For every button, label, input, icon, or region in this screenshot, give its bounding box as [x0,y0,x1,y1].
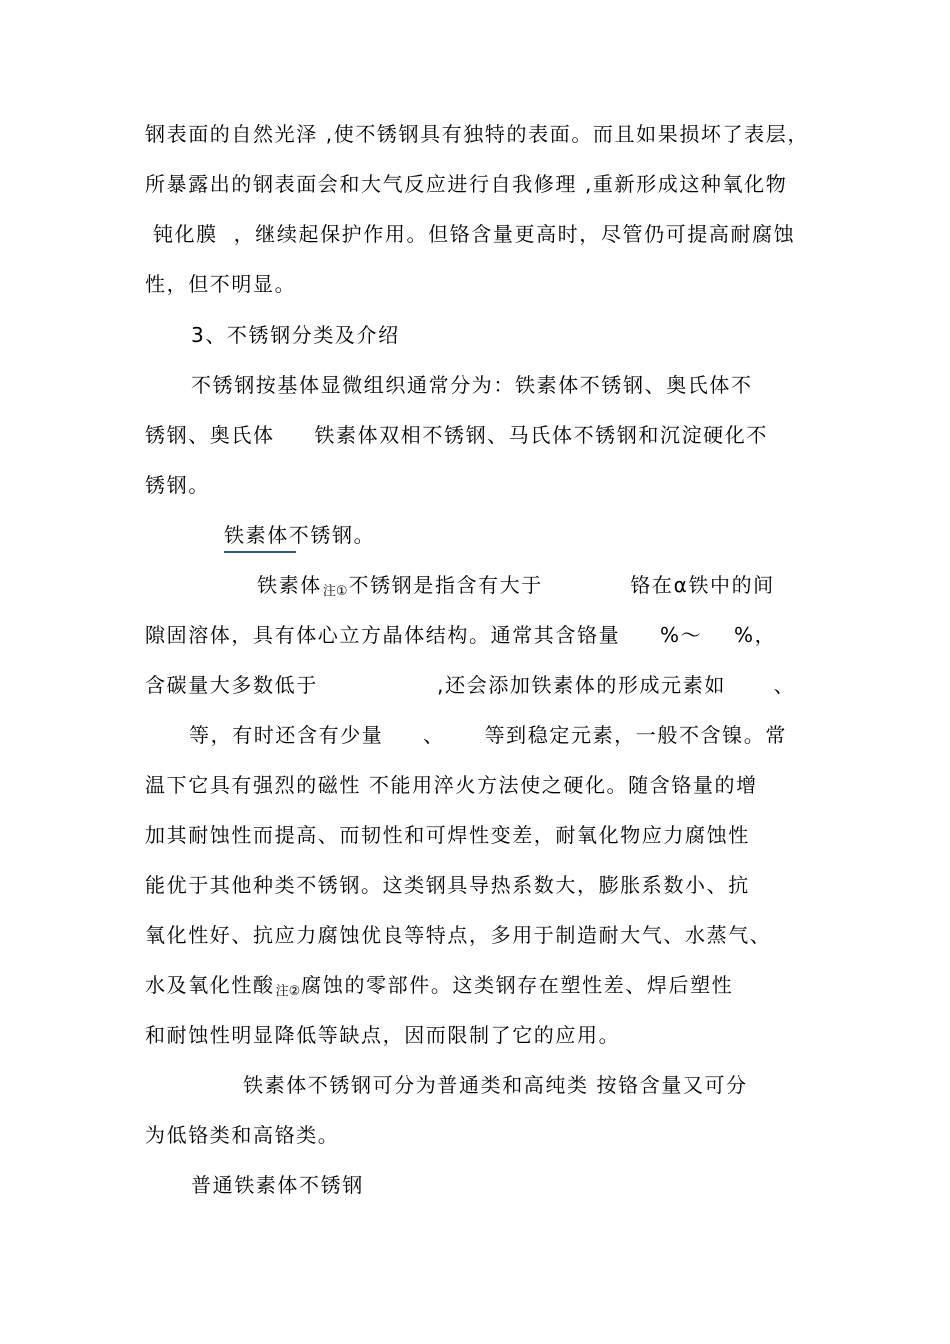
paragraph-line: 钢表面的自然光泽 ,使不锈钢具有独特的表面。而且如果损坏了表层， [145,122,809,146]
term-text: 铁素体 [257,573,322,597]
paragraph-line: 氧化性好、抗应力腐蚀优良等特点，多用于制造耐大气、水蒸气、 [145,923,772,947]
paragraph-line: 性，但不明显。 [145,272,297,296]
subheading: 铁素体不锈钢。 [224,523,376,547]
paragraph-line: 铁素体不锈钢可分为普通类和高纯类 按铬含量又可分 [243,1073,748,1097]
paragraph-line: 所暴露出的钢表面会和大气反应进行自我修理 ,重新形成这种氧化物 [145,172,788,196]
section-heading: 3、不锈钢分类及介绍 [191,323,400,347]
paragraph-line: 隙固溶体，具有体心立方晶体结构。通常其含铬量 %～ %， [145,623,777,647]
paragraph-line: 温下它具有强烈的磁性 不能用淬火方法使之硬化。随含铬量的增 [145,773,758,797]
paragraph-line: 加其耐蚀性而提高、而韧性和可焊性变差，耐氧化物应力腐蚀性 [145,823,750,847]
paragraph-line [257,568,775,602]
paragraph-line: 和耐蚀性明显降低等缺点，因而限制了它的应用。 [145,1023,621,1047]
paragraph-line: 等，有时还含有少量 、 等到稳定元素，一般不含镍。常 [189,723,787,747]
paragraph-line: 为低铬类和高铬类。 [145,1123,340,1147]
paragraph-line [145,968,733,1002]
footnote-marker: 注① [322,584,348,599]
line-text: 水及氧化性酸 [145,973,275,997]
paragraph-line: 锈钢。 [145,473,210,497]
line-text: 腐蚀的零部件。这类钢存在塑性差、焊后塑性 [301,973,734,997]
paragraph-line: 锈钢、奥氏体 铁素体双相不锈钢、马氏体不锈钢和沉淀硬化不 [145,423,768,447]
paragraph-line: 能优于其他种类不锈钢。这类钢具导热系数大，膨胀系数小、抗 [145,873,750,897]
paragraph-line: 不锈钢按基体显微组织通常分为：铁素体不锈钢、奥氏体不 [191,373,753,397]
subheading: 普通铁素体不锈钢 [191,1173,364,1197]
subheading-underline [224,551,296,553]
line-text: 不锈钢是指含有大于 铬在α铁中的间 [348,573,775,597]
paragraph-line: 含碳量大多数低于 ,还会添加铁素体的形成元素如 、 [145,673,796,697]
paragraph-line: 钝化膜 ，继续起保护作用。但铬含量更高时，尽管仍可提高耐腐蚀 [145,222,796,246]
footnote-marker: 注② [275,984,301,999]
